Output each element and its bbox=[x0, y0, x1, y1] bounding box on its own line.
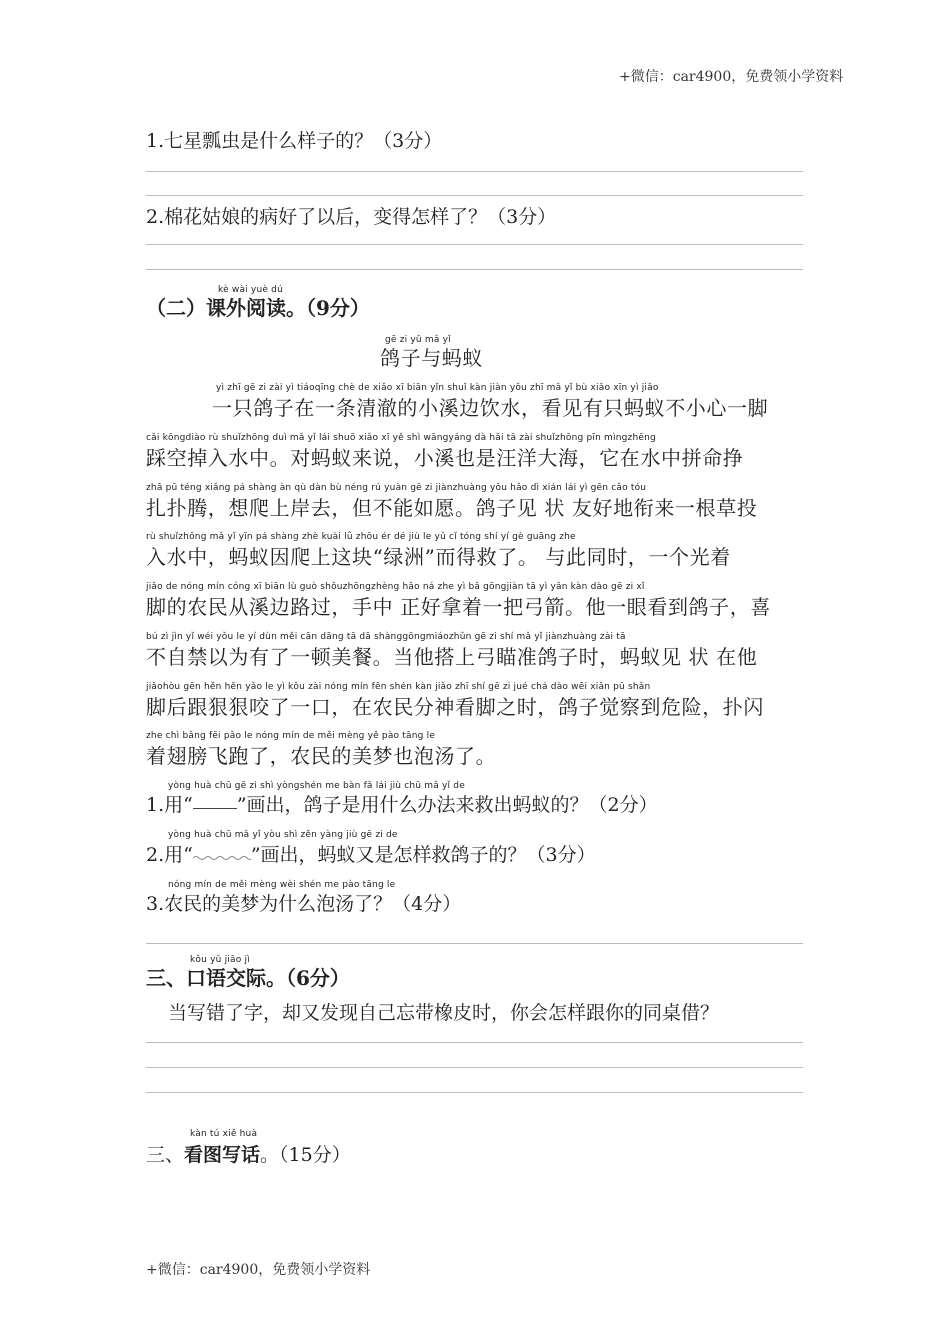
passage-pinyin: cǎi kōngdiào rù shuǐzhōng duì mǎ yǐ lái shuō xiǎo xī yě shì wāngyáng dà hǎi tā zài shuǐzhōng pīn mìngzhēng bbox=[146, 433, 656, 443]
passage-pinyin: jiǎohòu gēn hěn hěn yǎo le yì kǒu zài nóng mín fēn shén kàn jiǎo zhī shí gē zi jué chá dào wēi xiǎn pū shǎn bbox=[146, 682, 651, 692]
answer-line bbox=[146, 269, 803, 270]
passage-pinyin: jiǎo de nóng mín cóng xī biān lù guò shǒuzhōngzhèng hǎo ná zhe yì bǎ gōngjiàn tā yì yǎn kàn dào gē zi xǐ bbox=[146, 582, 645, 592]
reading-question-2 bbox=[146, 840, 596, 867]
header-note: +微信：car4900，免费领小学资料 bbox=[619, 69, 844, 85]
reading-question-1 bbox=[146, 790, 658, 817]
passage-line: 踩空掉入水中。对蚂蚁来说，小溪也是汪洋大海，它在水中拼命挣 bbox=[146, 446, 744, 470]
passage-line: 扎扑腾，想爬上岸去，但不能如愿。鸽子见 状 友好地衔来一根草投 bbox=[146, 496, 758, 520]
answer-line bbox=[146, 943, 803, 944]
answer-line bbox=[146, 171, 803, 172]
answer-line bbox=[146, 244, 803, 245]
question-2: 2.棉花姑娘的病好了以后，变得怎样了？（3分） bbox=[146, 206, 557, 228]
passage-line: 不自禁以为有了一顿美餐。当他搭上弓瞄准鸽子时，蚂蚁见 状 在他 bbox=[146, 645, 758, 669]
passage-pinyin: bú zì jìn yǐ wéi yǒu le yí dùn měi cān dāng tā dā shànggōngmiáozhǔn gē zi shí mǎ yǐ jiànzhuàng zài tā bbox=[146, 632, 626, 642]
passage-line: 一只鸽子在一条清澈的小溪边饮水，看见有只蚂蚁不小心一脚 bbox=[212, 396, 769, 420]
section-number: 三、 bbox=[146, 966, 186, 990]
straight-line-mark bbox=[193, 807, 237, 809]
heading-pinyin: kàn tú xiě huà bbox=[190, 1129, 258, 1139]
section-heading-reading: （二）课外阅读。（9分） bbox=[146, 296, 370, 320]
reading-question-3: 3.农民的美梦为什么泡汤了？（4分） bbox=[146, 893, 462, 915]
section-title: 口语交际。（6分） bbox=[186, 966, 350, 990]
passage-title: 鸽子与蚂蚁 bbox=[380, 346, 483, 370]
question-1: 1.七星瓢虫是什么样子的？（3分） bbox=[146, 130, 443, 152]
section-title: 看图写话 bbox=[184, 1144, 261, 1166]
passage-pinyin: yì zhī gē zi zài yì tiáoqīng chè de xiǎo xī biān yǐn shuǐ kàn jiàn yǒu zhī mǎ yǐ bù xiǎo xīn yì jiǎo bbox=[216, 383, 659, 393]
footer-note: +微信：car4900，免费领小学资料 bbox=[146, 1262, 371, 1278]
title-pinyin: gē zi yǔ mǎ yǐ bbox=[385, 335, 451, 345]
passage-pinyin: zhā pū téng xiǎng pá shàng àn qù dàn bù néng rú yuàn gē zi jiànzhuàng yǒu hǎo dì xián lái yì gēn cǎo tóu bbox=[146, 483, 647, 493]
question-suffix: ”画出，蚂蚁又是怎样救鸽子的？（3分） bbox=[250, 844, 596, 866]
section-heading-writing bbox=[146, 1140, 351, 1167]
question-prefix: 2.用“ bbox=[146, 844, 193, 866]
answer-line bbox=[146, 1042, 803, 1043]
answer-line bbox=[146, 195, 803, 196]
answer-line bbox=[146, 1067, 803, 1068]
passage-line: 脚后跟狠狠咬了一口，在农民分神看脚之时，鸽子觉察到危险，扑闪 bbox=[146, 695, 764, 719]
question-prefix: 1.用“ bbox=[146, 794, 193, 816]
heading-pinyin: kè wài yuè dú bbox=[218, 285, 283, 295]
passage-pinyin: zhe chì bǎng fēi pǎo le nóng mín de měi mèng yě pào tāng le bbox=[146, 731, 436, 741]
passage-line: 入水中，蚂蚁因爬上这块“绿洲”而得救了。 与此同时，一个光着 bbox=[146, 545, 731, 569]
wavy-line-mark bbox=[193, 855, 251, 861]
question-pinyin: yòng huà chū mǎ yǐ yòu shì zěn yàng jiù gē zi de bbox=[168, 830, 398, 840]
passage-line: 脚的农民从溪边路过，手中 正好拿着一把弓箭。他一眼看到鸽子，喜 bbox=[146, 595, 771, 619]
oral-prompt: 当写错了字，却又发现自己忘带橡皮时，你会怎样跟你的同桌借？ bbox=[168, 1002, 720, 1024]
question-pinyin: nóng mín de měi mèng wèi shén me pào tāng le bbox=[168, 880, 396, 890]
section-score: 。（15分） bbox=[260, 1144, 351, 1166]
question-pinyin: yòng huà chū gē zi shì yòngshén me bàn fǎ lái jiù chū mǎ yǐ de bbox=[168, 781, 465, 791]
section-heading-oral bbox=[146, 962, 350, 991]
passage-line: 着翅膀飞跑了，农民的美梦也泡汤了。 bbox=[146, 744, 497, 768]
answer-line bbox=[146, 1092, 803, 1093]
heading-pinyin: kǒu yǔ jiāo jì bbox=[190, 955, 250, 965]
passage-pinyin: rù shuǐzhōng mǎ yǐ yīn pá shàng zhè kuài lǜ zhōu ér dé jiù le yǔ cǐ tóng shí yí gè guāng zhe bbox=[146, 532, 576, 542]
section-number: 三、 bbox=[146, 1144, 185, 1166]
question-suffix: ”画出，鸽子是用什么办法来救出蚂蚁的？（2分） bbox=[236, 794, 658, 816]
